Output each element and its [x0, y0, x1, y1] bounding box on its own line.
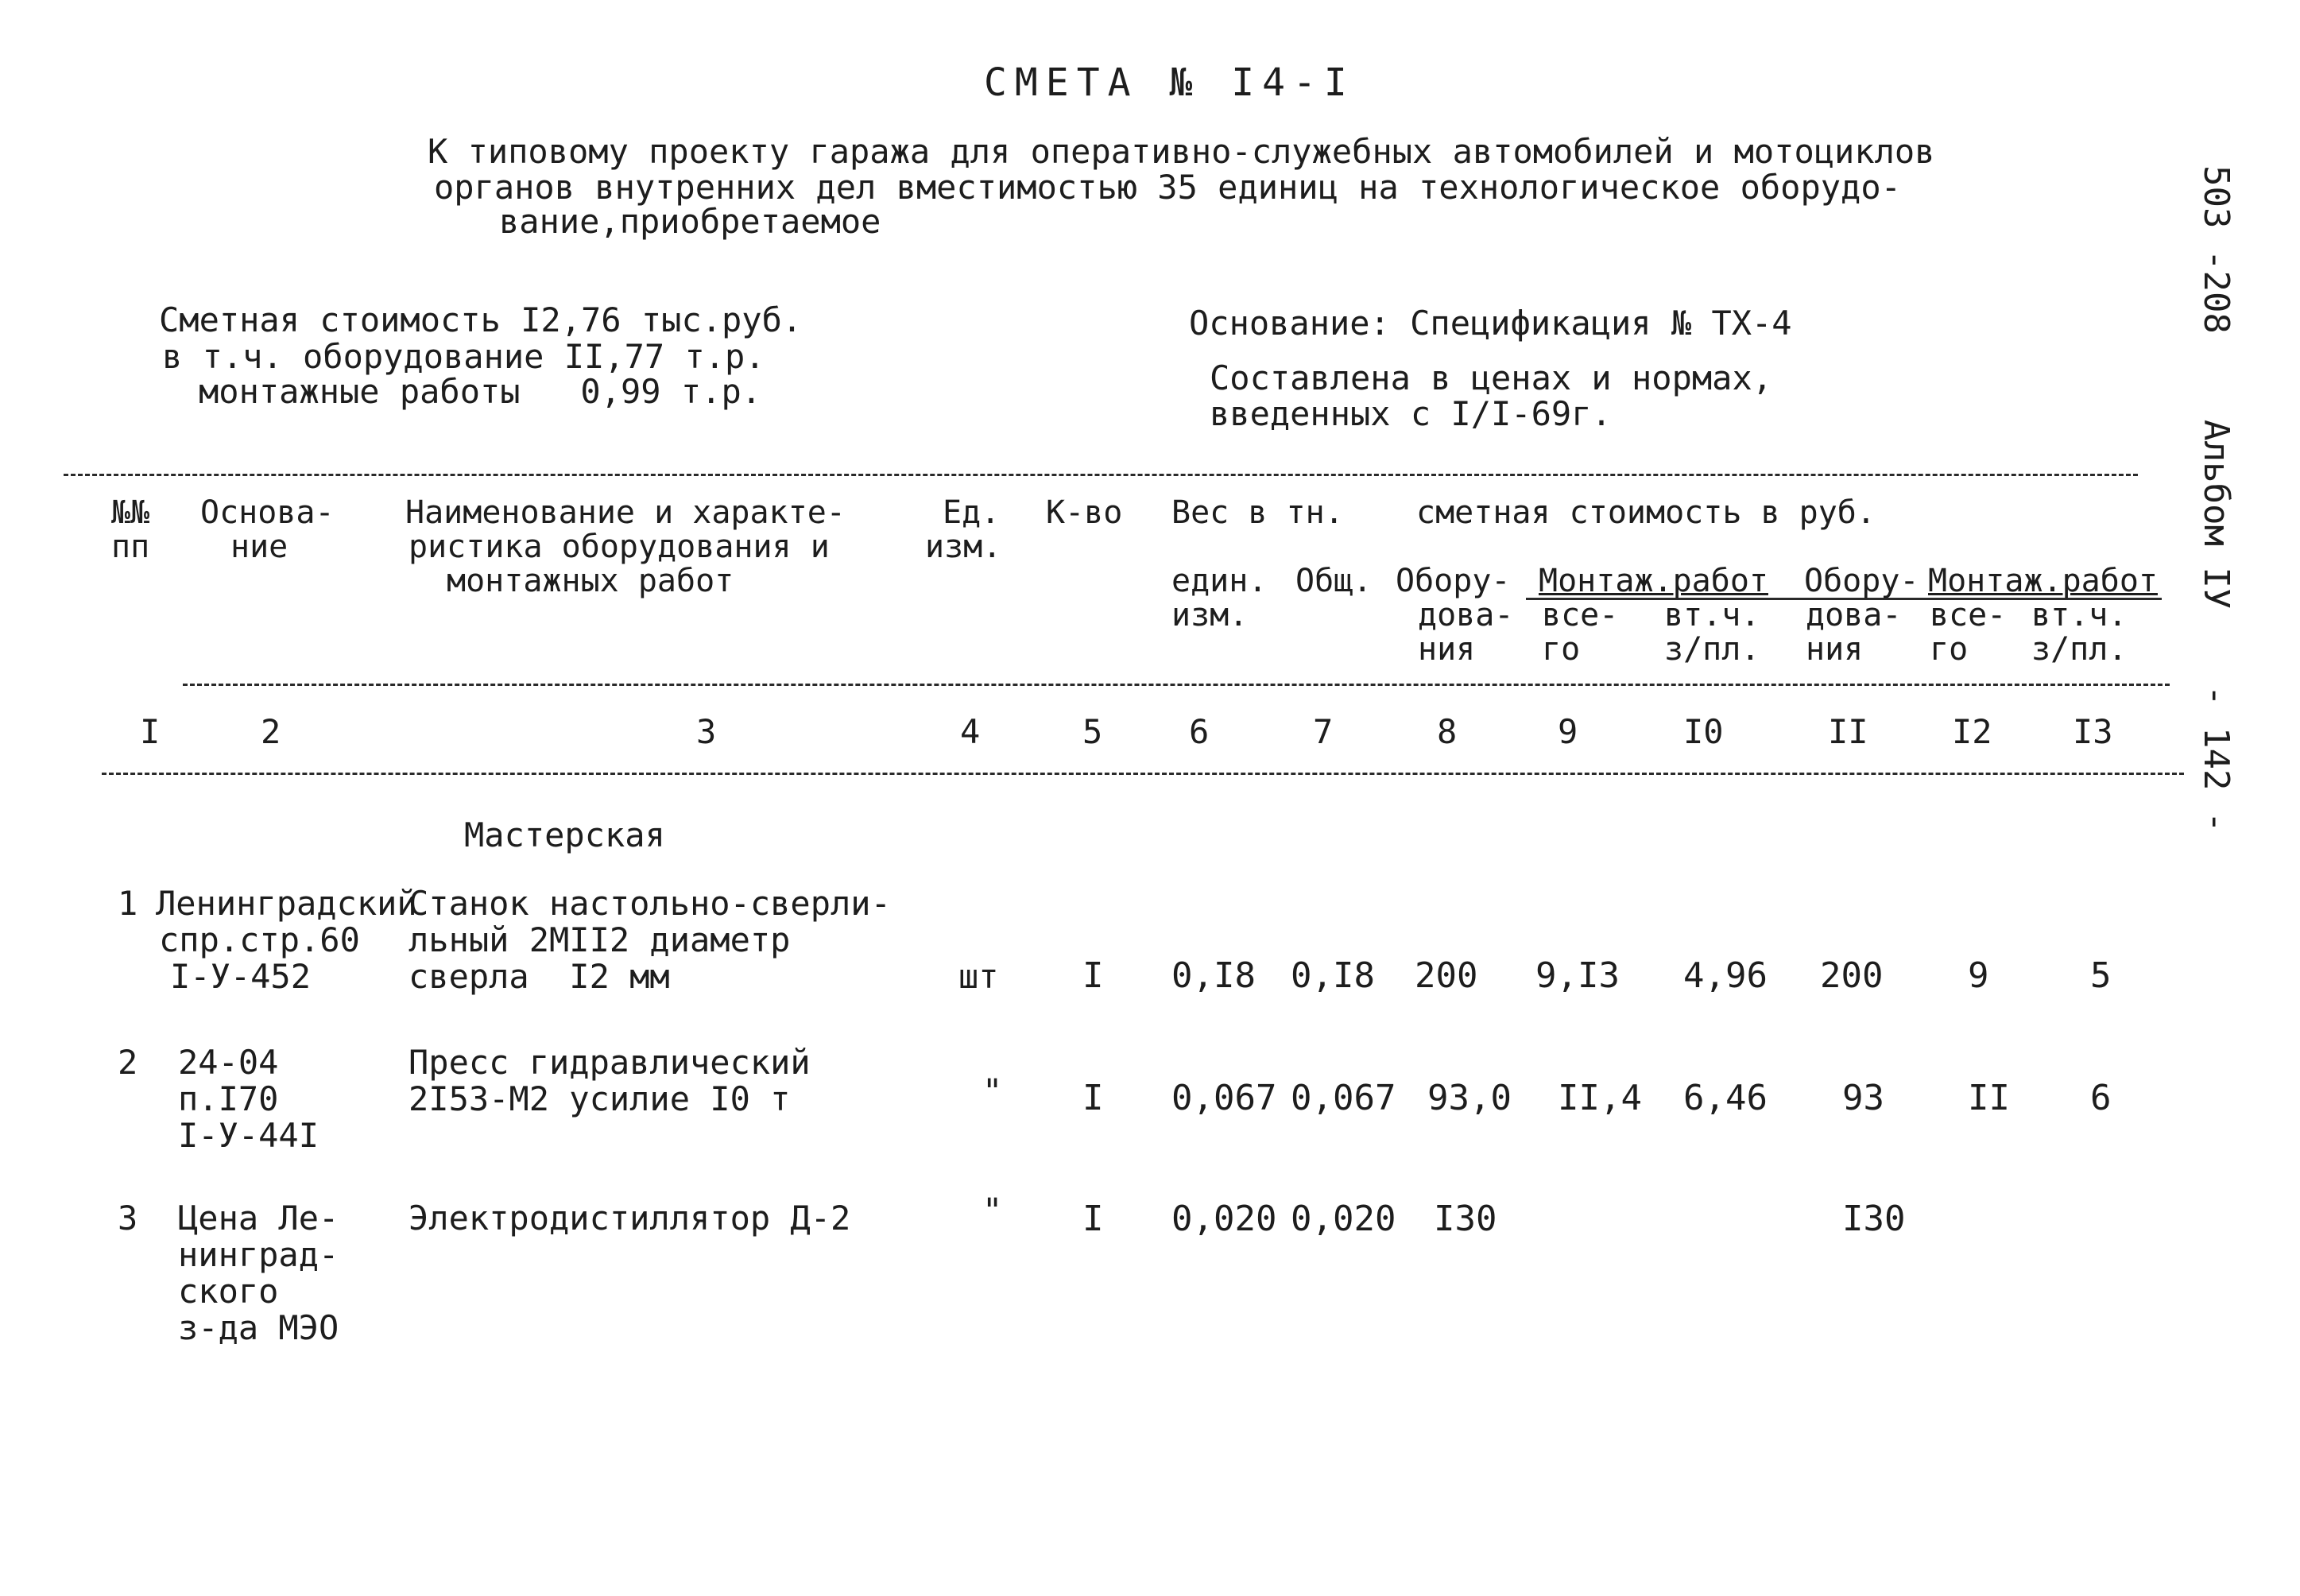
row-equipment-2: 93 — [1842, 1078, 1884, 1118]
row-basis-1: Цена Ле- — [178, 1199, 339, 1238]
row-weight-unit: 0,020 — [1171, 1199, 1277, 1239]
side-page: - 142 - — [2196, 685, 2236, 833]
header-bottom-rule — [183, 684, 2170, 686]
header-equip2-1: Обору- — [1804, 563, 1919, 599]
header-weight: Вес в тн. — [1171, 494, 1344, 531]
row-equipment: I30 — [1434, 1199, 1497, 1239]
row-name-2: 2I53-М2 усилие I0 т — [409, 1079, 791, 1118]
colnum-1: I — [140, 712, 161, 751]
colnum-4: 4 — [960, 712, 981, 751]
colnum-6: 6 — [1189, 712, 1210, 751]
header-unit-2: изм. — [925, 529, 1002, 565]
basis-prices: Составлена в ценах и нормах, — [1210, 358, 1773, 397]
header-basis-2: ние — [230, 529, 288, 565]
row-weight-total: 0,I8 — [1291, 955, 1375, 996]
row-num: 3 — [118, 1199, 138, 1238]
row-weight-total: 0,020 — [1291, 1199, 1396, 1239]
header-qty: К-во — [1046, 494, 1123, 531]
header-cost: сметная стоимость в руб. — [1416, 494, 1876, 531]
header-weight-total: Общ. — [1295, 563, 1373, 599]
header-equip1-3: ния — [1418, 631, 1476, 668]
header-equip2-2: дова- — [1806, 597, 1902, 633]
row-mount-wage: 4,96 — [1683, 955, 1768, 996]
header-name-3: монтажных работ — [447, 563, 734, 599]
header-wage2-1: вт.ч. — [2031, 597, 2128, 633]
row-name-2: льный 2МII2 диаметр — [409, 920, 791, 959]
row-unit: " — [982, 1191, 1003, 1230]
row-qty: I — [1082, 955, 1104, 996]
row-unit: шт — [958, 957, 999, 996]
header-basis-1: Основа- — [200, 494, 335, 531]
header-num-1: №№ — [111, 494, 150, 531]
subtitle-line-3: вание,приобретаемое — [499, 202, 881, 241]
row-weight-unit: 0,067 — [1171, 1078, 1277, 1118]
row-basis-2: спр.стр.60 — [159, 920, 360, 959]
side-album: Альбом IУ — [2196, 420, 2236, 610]
row-equipment: 200 — [1415, 955, 1478, 996]
row-name-3: сверла I2 мм — [409, 957, 670, 996]
header-all1-2: го — [1542, 631, 1581, 668]
row-unit: " — [982, 1071, 1003, 1110]
header-num-2: пп — [111, 529, 150, 565]
row-basis-2: п.I70 — [178, 1079, 279, 1118]
row-mount-all-2: II — [1968, 1078, 2010, 1118]
row-equipment: 93,0 — [1427, 1078, 1512, 1118]
row-mount-all: II,4 — [1558, 1078, 1642, 1118]
row-weight-total: 0,067 — [1291, 1078, 1396, 1118]
column-number-rule — [102, 773, 2184, 775]
row-equipment-2: 200 — [1820, 955, 1884, 996]
row-basis-3: I-У-44I — [178, 1116, 319, 1155]
header-weight-unit-1: един. — [1171, 563, 1268, 599]
colnum-7: 7 — [1313, 712, 1334, 751]
row-num: 1 — [118, 884, 138, 923]
row-mount-all-2: 9 — [1968, 955, 1989, 996]
header-unit-1: Ед. — [943, 494, 1001, 531]
row-mount-all: 9,I3 — [1535, 955, 1620, 996]
header-equip1-2: дова- — [1418, 597, 1514, 633]
header-mount1: Монтаж.работ — [1539, 563, 1768, 599]
header-equip1-1: Обору- — [1396, 563, 1511, 599]
row-mount-wage-2: 6 — [2090, 1078, 2112, 1118]
colnum-9: 9 — [1558, 712, 1578, 751]
cost-equipment: в т.ч. оборудование II,77 т.р. — [162, 337, 765, 376]
basis-spec: Основание: Спецификация № ТХ-4 — [1189, 304, 1792, 343]
row-num: 2 — [118, 1043, 138, 1082]
row-basis-4: з-да МЭО — [178, 1308, 339, 1347]
colnum-5: 5 — [1082, 712, 1103, 751]
row-name-1: Пресс гидравлический — [409, 1043, 811, 1082]
row-qty: I — [1082, 1078, 1104, 1118]
colnum-13: I3 — [2073, 712, 2113, 751]
table-top-rule — [64, 474, 2138, 476]
header-name-2: ристика оборудования и — [409, 529, 830, 565]
header-all1-1: все- — [1542, 597, 1619, 633]
row-basis-1: 24-04 — [178, 1043, 279, 1082]
row-name-1: Электродистиллятор Д-2 — [409, 1199, 851, 1238]
row-basis-3: ского — [178, 1272, 279, 1311]
header-wage1-2: з/пл. — [1664, 631, 1760, 668]
header-all2-1: все- — [1930, 597, 2007, 633]
side-code: 503 -208 — [2196, 165, 2236, 334]
row-basis-2: нинград- — [178, 1235, 339, 1274]
cost-total: Сметная стоимость I2,76 тыс.руб. — [159, 300, 803, 339]
header-weight-unit-2: изм. — [1171, 597, 1249, 633]
basis-date: введенных с I/I-69г. — [1210, 394, 1612, 433]
header-all2-2: го — [1930, 631, 1969, 668]
cost-installation: монтажные работы 0,99 т.р. — [199, 372, 762, 411]
header-mount2: Монтаж.работ — [1928, 563, 2158, 599]
document-title: СМЕТА № I4-I — [984, 60, 1355, 105]
row-basis-1: Ленинградский — [156, 884, 417, 923]
colnum-8: 8 — [1437, 712, 1458, 751]
header-wage2-2: з/пл. — [2031, 631, 2128, 668]
row-qty: I — [1082, 1199, 1104, 1239]
row-mount-wage: 6,46 — [1683, 1078, 1768, 1118]
colnum-11: II — [1828, 712, 1868, 751]
row-equipment-2: I30 — [1842, 1199, 1906, 1239]
header-name-1: Наименование и характе- — [405, 494, 846, 531]
colnum-12: I2 — [1952, 712, 1992, 751]
colnum-10: I0 — [1683, 712, 1724, 751]
header-wage1-1: вт.ч. — [1664, 597, 1760, 633]
header-equip2-3: ния — [1806, 631, 1864, 668]
row-weight-unit: 0,I8 — [1171, 955, 1256, 996]
subtitle-line-2: органов внутренних дел вместимостью 35 единиц на технологическое оборудо- — [434, 168, 1901, 207]
colnum-2: 2 — [261, 712, 281, 751]
subtitle-line-1: К типовому проекту гаража для оперативно-служебных автомобилей и мотоциклов — [428, 132, 1935, 171]
row-mount-wage-2: 5 — [2090, 955, 2112, 996]
row-name-1: Станок настольно-сверли- — [409, 884, 891, 923]
row-basis-3: I-У-452 — [170, 957, 312, 996]
colnum-3: 3 — [696, 712, 717, 751]
section-title: Мастерская — [464, 815, 665, 854]
